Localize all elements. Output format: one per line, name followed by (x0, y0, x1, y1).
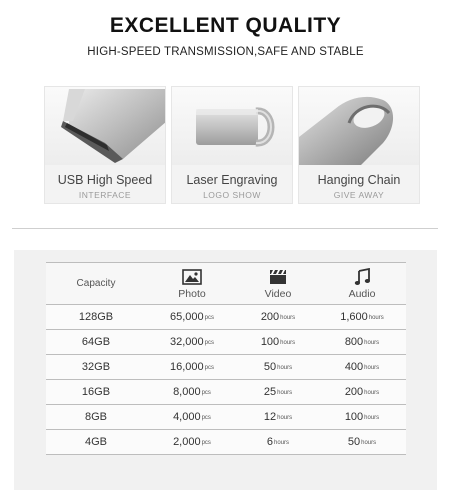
unit-label: hours (280, 315, 296, 321)
table-header-row (46, 263, 406, 305)
clapperboard-icon (269, 268, 287, 286)
cell-value: 32,000 (170, 336, 204, 348)
feature-card-engraving (171, 86, 293, 204)
usb-connector-image (45, 87, 166, 165)
unit-label: hours (364, 390, 380, 396)
cell-value: 25 (263, 386, 277, 398)
cell-value: 200 (260, 311, 280, 323)
table-row (46, 330, 406, 355)
cell-photo (146, 430, 238, 454)
section-divider (12, 228, 438, 229)
cell-audio (318, 355, 406, 379)
cell-value: 1,600 (340, 311, 368, 323)
photo-icon (182, 268, 202, 286)
unit-label: hours (364, 340, 380, 346)
cell-video (238, 405, 318, 429)
cell-audio (318, 305, 406, 329)
unit-label: hours (364, 415, 380, 421)
table-row (46, 430, 406, 455)
cell-photo (146, 305, 238, 329)
cell-capacity: 128GB (78, 311, 114, 323)
feature-label: USB High Speed (57, 173, 153, 187)
unit-label: pcs (201, 440, 211, 446)
cell-value: 50 (347, 436, 361, 448)
cell-video (238, 330, 318, 354)
cell-capacity: 8GB (84, 411, 107, 423)
unit-label: hours (274, 440, 290, 446)
header-photo (146, 263, 238, 304)
cell-capacity: 4GB (84, 436, 107, 448)
cell-photo (146, 330, 238, 354)
unit-label: hours (277, 390, 293, 396)
feature-label: Hanging Chain (317, 173, 401, 187)
cell-value: 8,000 (173, 386, 201, 398)
cell-photo (146, 355, 238, 379)
cell-value: 4,000 (173, 411, 201, 423)
table-row (46, 355, 406, 380)
header-capacity: Capacity (76, 278, 116, 289)
cell-value: 16,000 (170, 361, 204, 373)
unit-label: pcs (201, 415, 211, 421)
header-video (238, 263, 318, 304)
flash-drive-ring-image (299, 87, 420, 165)
cell-value: 800 (344, 336, 364, 348)
cell-photo (146, 405, 238, 429)
unit-label: hours (368, 315, 384, 321)
cell-capacity: 64GB (81, 336, 111, 348)
flash-drive-engraving-image (172, 87, 293, 165)
cell-audio (318, 430, 406, 454)
cell-audio (318, 330, 406, 354)
unit-label: hours (361, 440, 377, 446)
page-title: EXCELLENT QUALITY (109, 14, 342, 37)
cell-value: 65,000 (170, 311, 204, 323)
cell-video (238, 305, 318, 329)
unit-label: hours (364, 365, 380, 371)
cell-audio (318, 380, 406, 404)
feature-card-chain (298, 86, 420, 204)
feature-card-usb (44, 86, 166, 204)
music-note-icon (354, 268, 370, 286)
feature-label: Laser Engraving (186, 173, 278, 187)
cell-value: 400 (344, 361, 364, 373)
cell-value: 6 (266, 436, 274, 448)
cell-capacity: 32GB (81, 361, 111, 373)
cell-value: 12 (263, 411, 277, 423)
cell-value: 200 (344, 386, 364, 398)
feature-sublabel: LOGO SHOW (203, 190, 261, 200)
page-subtitle: HIGH-SPEED TRANSMISSION,SAFE AND STABLE (87, 46, 364, 58)
feature-sublabel: GIVE AWAY (333, 190, 385, 200)
table-row (46, 305, 406, 330)
cell-value: 100 (260, 336, 280, 348)
unit-label: pcs (201, 390, 211, 396)
unit-label: hours (277, 365, 293, 371)
capacity-table (46, 262, 406, 455)
cell-photo (146, 380, 238, 404)
cell-value: 50 (263, 361, 277, 373)
table-row (46, 380, 406, 405)
unit-label: pcs (204, 315, 214, 321)
cell-video (238, 380, 318, 404)
feature-sublabel: INTERFACE (78, 190, 132, 200)
header-label: Audio (348, 287, 376, 300)
cell-video (238, 355, 318, 379)
unit-label: pcs (204, 365, 214, 371)
header-label: Photo (178, 287, 206, 300)
table-row (46, 405, 406, 430)
header-audio (318, 263, 406, 304)
unit-label: hours (277, 415, 293, 421)
cell-capacity: 16GB (81, 386, 111, 398)
header-label: Video (264, 287, 292, 300)
unit-label: hours (280, 340, 296, 346)
cell-value: 2,000 (173, 436, 201, 448)
cell-audio (318, 405, 406, 429)
cell-value: 100 (344, 411, 364, 423)
cell-video (238, 430, 318, 454)
unit-label: pcs (204, 340, 214, 346)
